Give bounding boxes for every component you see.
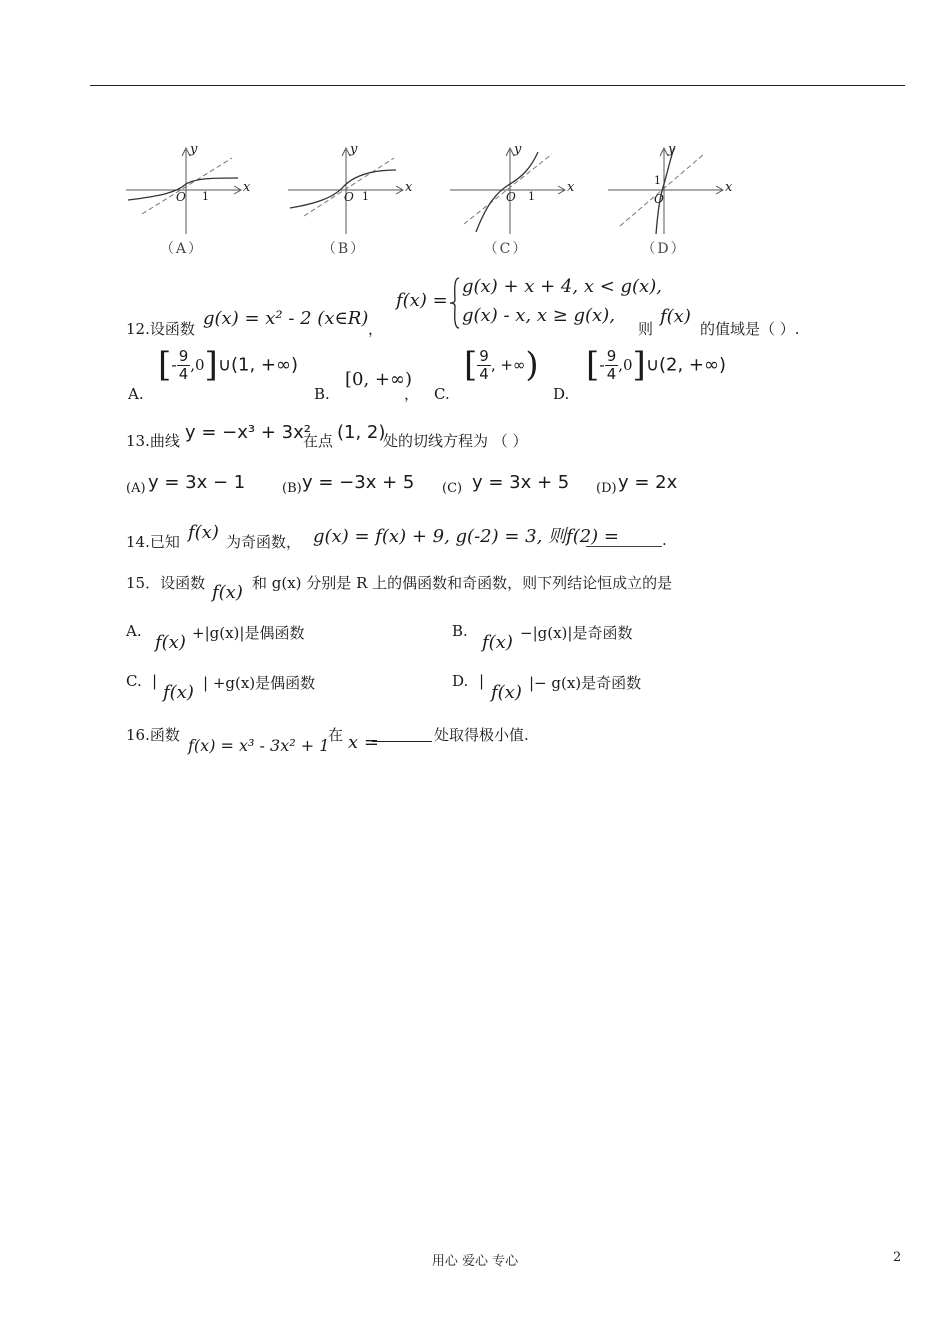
q16-prefix: 16.函数 [126,726,180,744]
graph-d-x-label: x [725,180,733,195]
q12-option-a-union: ∪(1, +∞) [217,354,299,376]
q15-option-c-label: C. [126,672,142,690]
q16-suffix: 处取得极小值. [434,726,529,744]
graph-b-x-label: x [405,180,413,195]
q13-option-b-label: (B) [282,481,302,496]
q12-option-d-union: ∪(2, +∞) [645,354,727,376]
q12-comma: ， [368,320,384,338]
graph-c-x-label: x [567,180,575,195]
graph-b-tick: 1 [362,190,369,203]
graph-a-x-label: x [243,180,251,195]
q12-option-c-numerator: 9 [479,347,489,365]
q13-option-d: y = 2x [618,472,678,493]
q12-f-left: f(x) = [396,290,448,311]
q12-option-c-label: C. [434,385,450,403]
q12-option-a-numerator: 9 [178,347,189,365]
q12-option-a-denominator: 4 [178,364,189,383]
q13-option-c-label: (C) [442,481,463,496]
q12-option-d: [- $\frac{9}{4}$ ,0]∪(2, +∞) [586,345,727,385]
graph-d-y-label: y [668,142,676,157]
graph-a-tick: 1 [202,190,209,203]
q15-option-c-rest: | +g(x)是偶函数 [203,674,316,692]
q15-option-d-label: D. [452,672,469,690]
graph-c-caption: （C） [483,241,529,257]
q12-then: 则 [638,320,654,338]
graph-a-caption: （A） [159,241,205,257]
q12-case-2: g(x) - x, x ≥ g(x), [462,305,615,326]
graph-b-y-label: y [350,142,358,157]
q13-option-a-label: (A) [126,481,146,496]
q15-option-b-rest: −|g(x)|是奇函数 [520,624,633,642]
q12-option-a-tail: ,0 [190,356,205,374]
q16-answer-blank [372,729,432,742]
q14-condition: g(x) = f(x) + 9, g(-2) = 3, 则f(2) = [313,526,620,547]
q15-suffix: 和 g(x) 分别是 R 上的偶函数和奇函数，则下列结论恒成立的是 [252,574,673,592]
q12-option-d-minus: - [599,356,605,374]
q15-option-c-bar: | [152,672,158,690]
q15-option-b-fx: f(x) [482,632,513,653]
q15-option-c-fx: f(x) [163,682,194,703]
q15-option-d-fx: f(x) [491,682,522,703]
graph-d-tick: 1 [654,174,661,187]
q15-prefix: 15．设函数 [126,574,206,592]
q13-mid: 在点 [303,432,334,450]
q13-point: (1, 2) [337,422,386,443]
q14-mid: 为奇函数， [226,533,302,551]
q12-option-b-comma: ， [404,385,420,403]
q13-option-a: y = 3x − 1 [148,472,246,493]
q12-option-d-label: D. [553,385,570,403]
graph-c-origin: O [506,190,516,204]
q15-option-a-rest: +|g(x)|是偶函数 [192,624,305,642]
graph-b [284,140,419,265]
graph-d [604,140,739,265]
q12-option-b-label: B. [314,385,330,403]
q14-end: . [662,531,667,549]
graph-d-origin: O [654,192,664,206]
graph-a-y-label: y [190,142,198,157]
graph-c-tick: 1 [528,190,535,203]
page-footer: 用心 爱心 专心 [431,1254,519,1269]
graph-a [122,140,257,265]
q13-option-b: y = −3x + 5 [302,472,415,493]
graph-c [446,140,581,265]
q12-option-c: [ $\frac{9}{4}$ , +∞) [464,345,539,385]
q12-prefix: 12.设函数 [126,320,195,338]
q12-option-c-tail: , +∞ [490,356,526,374]
q14-fx: f(x) [188,522,219,543]
q15-option-a-label: A. [126,622,142,640]
q13-prefix: 13.曲线 [126,432,180,450]
q13-suffix: 处的切线方程为 （ ） [383,432,528,450]
q13-curve: y = −x³ + 3x² [185,422,311,443]
q12-case-1: g(x) + x + 4, x < g(x), [462,276,662,297]
graph-c-y-label: y [514,142,522,157]
header-rule [90,85,905,86]
q13-option-c: y = 3x + 5 [472,472,570,493]
q15-option-d-rest: |− g(x)是奇函数 [529,674,642,692]
graph-d-caption: （D） [641,241,687,257]
q12-option-a-minus: - [171,356,177,374]
q13-option-d-label: (D) [596,481,617,496]
q15-option-a-fx: f(x) [155,632,186,653]
graph-b-caption: （B） [321,241,367,257]
q12-option-a: [- $\frac{9}{4}$ ,0]∪(1, +∞) [158,345,299,385]
page-number: 2 [893,1250,902,1265]
q14-answer-blank [586,532,662,547]
q12-suffix: 的值域是（ ）. [700,320,800,338]
q15-fx: f(x) [212,582,243,603]
q12-option-c-denominator: 4 [479,364,489,383]
q12-option-d-tail: ,0 [618,356,633,374]
q16-function: f(x) = x³ - 3x² + 1 [188,736,330,755]
q12-option-d-numerator: 9 [606,347,617,365]
q12-option-a-label: A. [128,385,144,403]
q15-option-b-label: B. [452,622,468,640]
q12-brace [449,276,461,330]
q16-mid: 在 [328,726,344,744]
q14-prefix: 14.已知 [126,533,180,551]
q12-g-definition: g(x) = x² - 2 (x∈R) [203,308,369,329]
graph-a-origin: O [176,190,186,204]
q12-option-d-denominator: 4 [606,364,617,383]
q12-option-b: [0, +∞) [345,369,413,390]
q16-variable: x = [348,732,379,753]
q12-fx: f(x) [660,306,691,327]
q15-option-d-bar: | [479,672,485,690]
graph-b-origin: O [344,190,354,204]
